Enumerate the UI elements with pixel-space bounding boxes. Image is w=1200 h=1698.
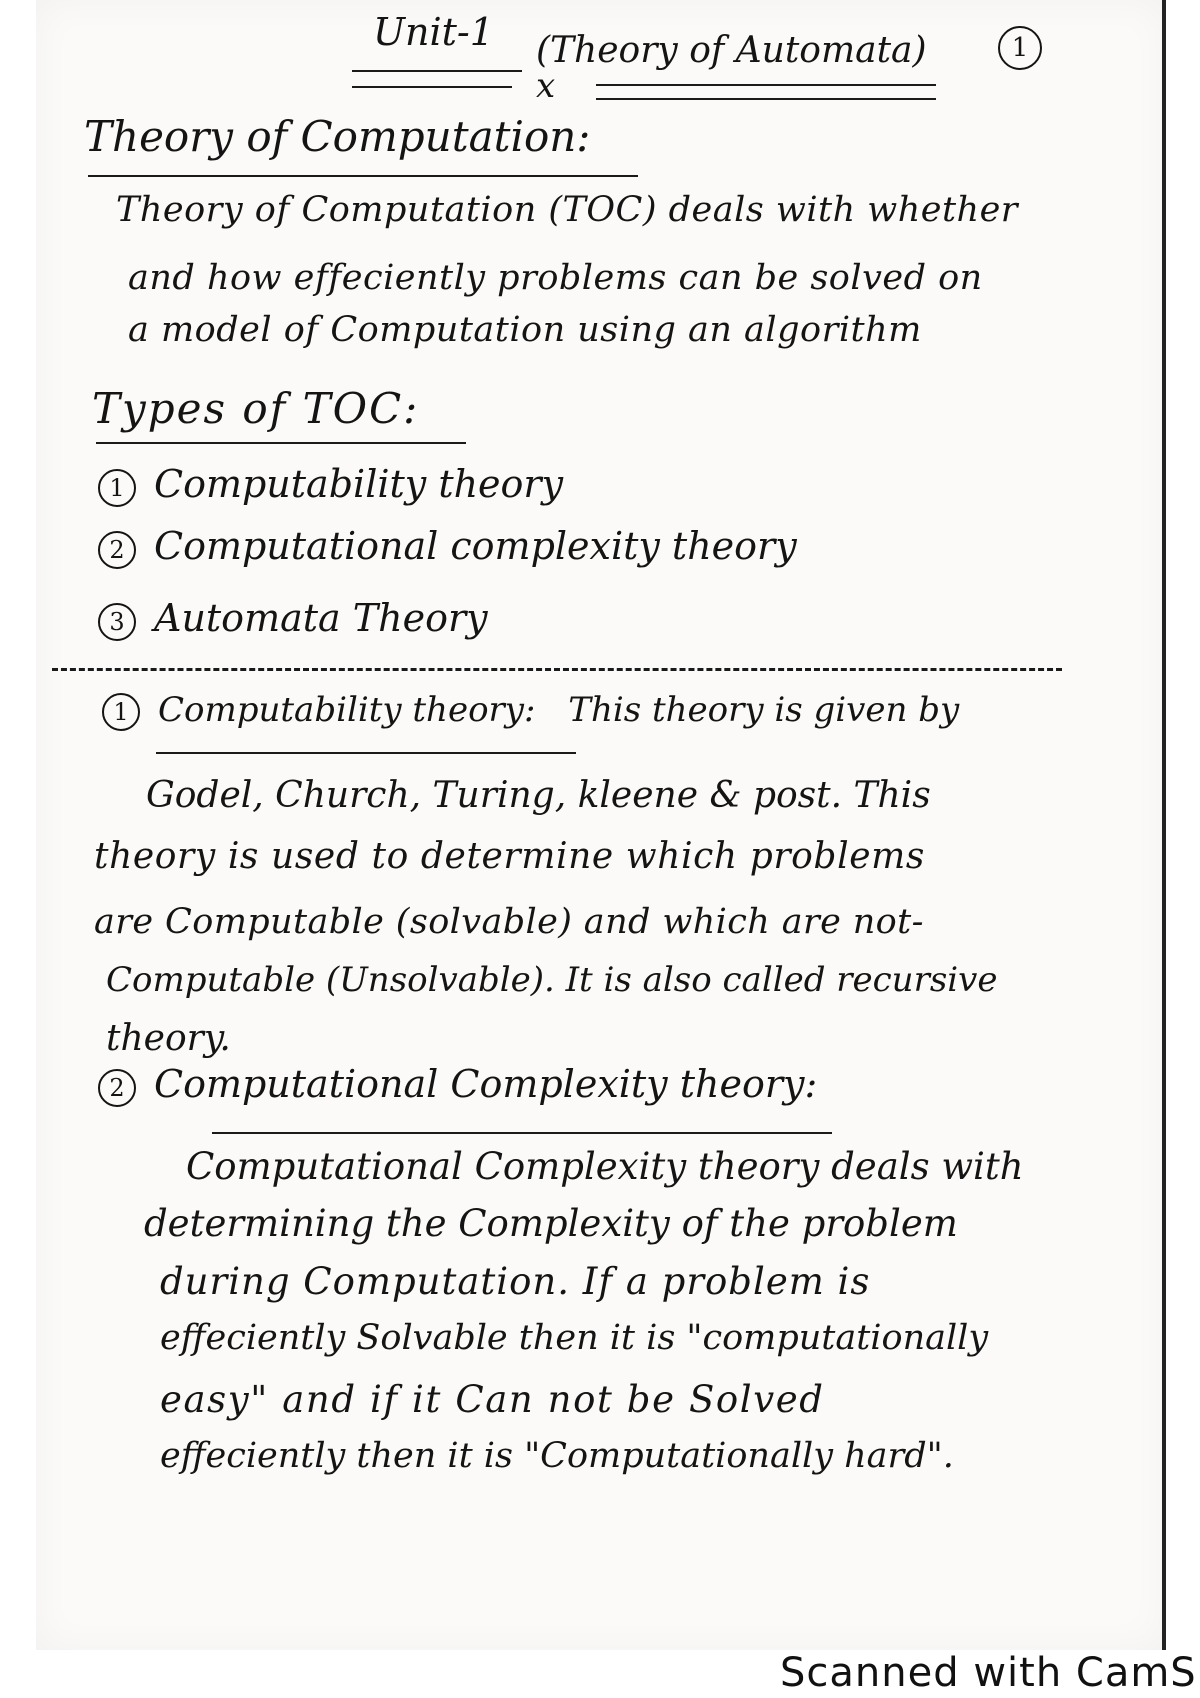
- unit-title-underline-2: [352, 86, 512, 88]
- types-item-1-label: Computability theory: [154, 462, 564, 506]
- types-item-1: [98, 462, 563, 507]
- unit-title: Unit-1: [373, 10, 494, 54]
- scanned-page: [36, 0, 1166, 1650]
- types-item-3-number: 3: [98, 603, 136, 641]
- computability-heading: Computability theory:: [158, 690, 536, 730]
- computability-line-2: theory is used to determine which problems: [94, 836, 925, 877]
- complexity-line-4: effeciently Solvable then it is "computationally: [160, 1318, 989, 1358]
- toc-line-3: a model of Computation using an algorithm: [128, 310, 922, 350]
- toc-heading: Theory of Computation:: [84, 112, 591, 161]
- toc-line-1: Theory of Computation (TOC) deals with whether: [116, 190, 1019, 230]
- toc-heading-underline: [88, 175, 638, 177]
- complexity-number: 2: [98, 1069, 136, 1107]
- section-separator: [52, 668, 1062, 671]
- computability-line-4: Computable (Unsolvable). It is also called recursive: [106, 960, 998, 1000]
- computability-heading-row: [102, 690, 959, 731]
- complexity-line-6: effeciently then it is "Computationally hard".: [160, 1436, 954, 1476]
- subtitle-underline-2: [596, 98, 936, 100]
- types-item-2-number: 2: [98, 531, 136, 569]
- subtitle-underline: [596, 84, 936, 86]
- computability-lead: This theory is given by: [568, 690, 960, 730]
- types-item-3-label: Automata Theory: [154, 596, 488, 640]
- scanner-watermark: Scanned with CamS: [780, 1650, 1197, 1696]
- types-item-2: [98, 524, 797, 569]
- toc-line-2: and how effeciently problems can be solved on: [128, 258, 983, 298]
- header-mark: x: [536, 66, 556, 106]
- complexity-heading: Computational Complexity theory:: [154, 1062, 818, 1106]
- complexity-line-1: Computational Complexity theory deals with: [186, 1145, 1024, 1188]
- unit-title-underline: [352, 70, 522, 72]
- complexity-line-3: during Computation. If a problem is: [160, 1260, 871, 1303]
- computability-line-1: Godel, Church, Turing, kleene & post. This: [146, 775, 931, 816]
- types-item-1-number: 1: [98, 469, 136, 507]
- complexity-line-2: determining the Complexity of the problem: [144, 1202, 958, 1245]
- types-item-2-label: Computational complexity theory: [154, 524, 797, 568]
- computability-heading-underline: [156, 752, 576, 754]
- computability-line-3: are Computable (solvable) and which are not-: [94, 902, 924, 942]
- page-number: [998, 26, 1060, 70]
- types-heading: Types of TOC:: [92, 384, 420, 433]
- complexity-line-5: easy" and if it Can not be Solved: [160, 1378, 825, 1421]
- page-number-circle: 1: [998, 26, 1042, 70]
- computability-number: 1: [102, 693, 140, 731]
- unit-subtitle: (Theory of Automata): [536, 30, 927, 71]
- computability-line-5: theory.: [106, 1018, 231, 1059]
- complexity-heading-underline: [212, 1132, 832, 1134]
- complexity-heading-row: [98, 1062, 817, 1107]
- types-heading-underline: [96, 442, 466, 444]
- types-item-3: [98, 596, 488, 641]
